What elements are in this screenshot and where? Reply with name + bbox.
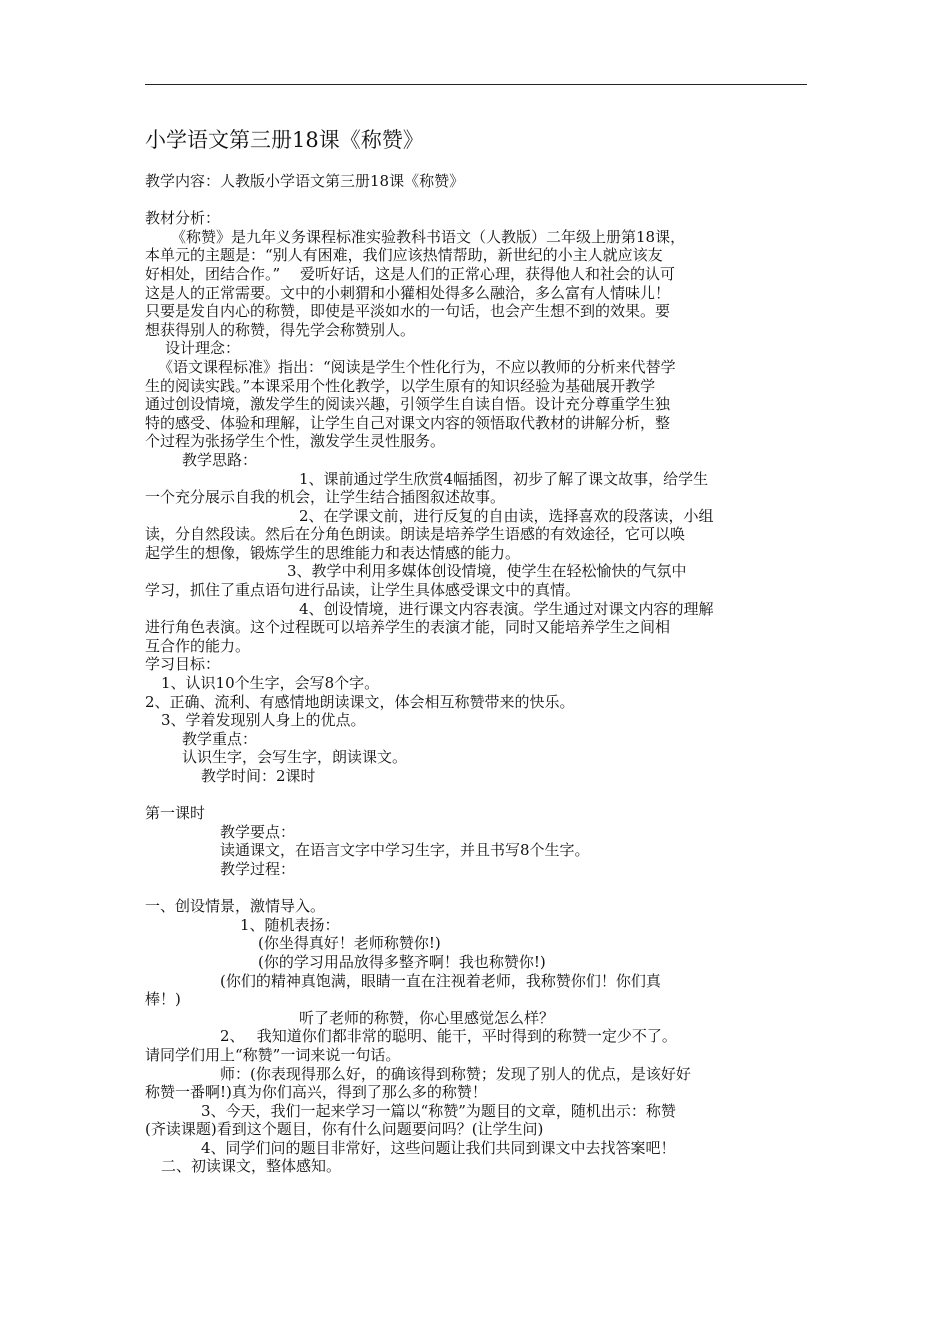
step-item: 4、同学们问的题目非常好，这些问题让我们共同到课文中去找答案吧！ <box>201 1138 676 1157</box>
step-item: (齐读课题)看到这个题目，你有什么问题要问吗？(让学生问) <box>145 1120 544 1139</box>
dialogue-line: 棒！) <box>145 990 181 1009</box>
list-item-line: 互合作的能力。 <box>145 636 251 655</box>
paragraph-line: 好相处，团结合作。” 爱听好话，这是人们的正常心理，获得他人和社会的认可 <box>145 264 675 283</box>
list-item-line: 一个充分展示自我的机会，让学生结合插图叙述故事。 <box>145 488 506 507</box>
blank-line <box>145 879 807 898</box>
paragraph-line: 个过程为张扬学生个性，激发学生灵性服务。 <box>145 432 446 451</box>
step-heading: 二、初读课文，整体感知。 <box>161 1157 342 1176</box>
teaching-points-text: 读通课文，在语言文字中学习生字，并且书写8个生字。 <box>220 841 590 860</box>
paragraph-line: 《称赞》是九年义务课程标准实验教科书语文（人教版）二年级上册第18课， <box>171 227 686 246</box>
dialogue-line: (你坐得真好！老师称赞你!) <box>258 934 441 953</box>
dialogue-line: 听了老师的称赞，你心里感觉怎么样？ <box>299 1008 555 1027</box>
document-body <box>145 172 807 1176</box>
section-heading-design-concept: 设计理念： <box>165 339 241 358</box>
dialogue-line: 称赞一番啊!)真为你们高兴，得到了那么多的称赞！ <box>145 1083 487 1102</box>
list-item-line: 1、课前通过学生欣赏4幅插图，初步了解了课文故事，给学生 <box>299 469 709 488</box>
section-heading-teaching-approach: 教学思路： <box>182 450 258 469</box>
dialogue-line: 师：(你表现得那么好，的确该得到称赞；发现了别人的优点，是该好好 <box>220 1064 691 1083</box>
goal-item: 3、学着发现别人身上的优点。 <box>161 711 366 730</box>
header-rule <box>145 84 807 85</box>
lesson-heading: 第一课时 <box>145 804 206 823</box>
paragraph-line: 想获得别人的称赞，得先学会称赞别人。 <box>145 320 416 339</box>
paragraph-line: 生的阅读实践。”本课采用个性化教学，以学生原有的知识经验为基础展开教学 <box>145 376 656 395</box>
step-item: 2、 我知道你们都非常的聪明、能干，平时得到的称赞一定少不了。 <box>220 1027 677 1046</box>
paragraph-line: 只要是发自内心的称赞，即使是平淡如水的一句话，也会产生想不到的效果。要 <box>145 302 671 321</box>
goal-item: 1、认识10个生字，会写8个字。 <box>161 674 380 693</box>
paragraph-line: 特的感受、体验和理解，让学生自己对课文内容的领悟取代教材的讲解分析，整 <box>145 413 671 432</box>
section-heading-learning-goals: 学习目标： <box>145 655 221 674</box>
section-heading-material-analysis: 教材分析： <box>145 209 221 228</box>
list-item-line: 读，分自然段读。然后在分角色朗读。朗读是培养学生语感的有效途径，它可以唤 <box>145 525 686 544</box>
paragraph-line: 通过创设情境，激发学生的阅读兴趣，引领学生自读自悟。设计充分尊重学生独 <box>145 395 671 414</box>
list-item-line: 学习，抓住了重点语句进行品读，让学生具体感受课文中的真情。 <box>145 581 581 600</box>
list-item-line: 4、创设情境，进行课文内容表演。学生通过对课文内容的理解 <box>299 599 714 618</box>
section-heading-teaching-points: 教学要点： <box>220 822 296 841</box>
paragraph-line: 这是人的正常需要。文中的小刺猬和小獾相处得多么融洽，多么富有人情味儿！ <box>145 283 671 302</box>
key-points-text: 认识生字，会写生字，朗读课文。 <box>182 748 408 767</box>
teaching-content-line: 教学内容：人教版小学语文第三册18课《称赞》 <box>145 172 465 190</box>
paragraph-line: 本单元的主题是：“别人有困难，我们应该热情帮助，新世纪的小主人就应该友 <box>145 246 663 265</box>
blank-line <box>145 786 807 805</box>
list-item-line: 2、在学课文前，进行反复的自由读，选择喜欢的段落读，小组 <box>299 506 714 525</box>
list-item-line: 3、教学中利用多媒体创设情境，使学生在轻松愉快的气氛中 <box>287 562 687 581</box>
list-item-line: 起学生的想像，锻炼学生的思维能力和表达情感的能力。 <box>145 543 521 562</box>
goal-item: 2、正确、流利、有感情地朗读课文，体会相互称赞带来的快乐。 <box>145 692 575 711</box>
dialogue-line: (你的学习用品放得多整齐啊！我也称赞你!) <box>258 952 546 971</box>
teaching-time: 教学时间：2课时 <box>201 767 316 785</box>
paragraph-line: 《语文课程标准》指出：“阅读是学生个性化行为，不应以教师的分析来代替学 <box>158 357 676 376</box>
step-item: 1、随机表扬： <box>240 915 340 934</box>
blank-line <box>145 191 807 210</box>
document-title: 小学语文第三册18课《称赞》 <box>145 128 424 152</box>
step-item: 3、今天，我们一起来学习一篇以“称赞”为题目的文章，随机出示：称赞 <box>201 1101 676 1120</box>
step-item: 请同学们用上“称赞”一词来说一句话。 <box>145 1045 401 1064</box>
dialogue-line: (你们的精神真饱满，眼睛一直在注视着老师，我称赞你们！你们真 <box>220 971 661 990</box>
section-heading-teaching-process: 教学过程： <box>220 859 296 878</box>
list-item-line: 进行角色表演。这个过程既可以培养学生的表演才能，同时又能培养学生之间相 <box>145 618 671 637</box>
section-heading-key-points: 教学重点： <box>182 729 258 748</box>
step-heading: 一、创设情景，激情导入。 <box>145 897 326 916</box>
